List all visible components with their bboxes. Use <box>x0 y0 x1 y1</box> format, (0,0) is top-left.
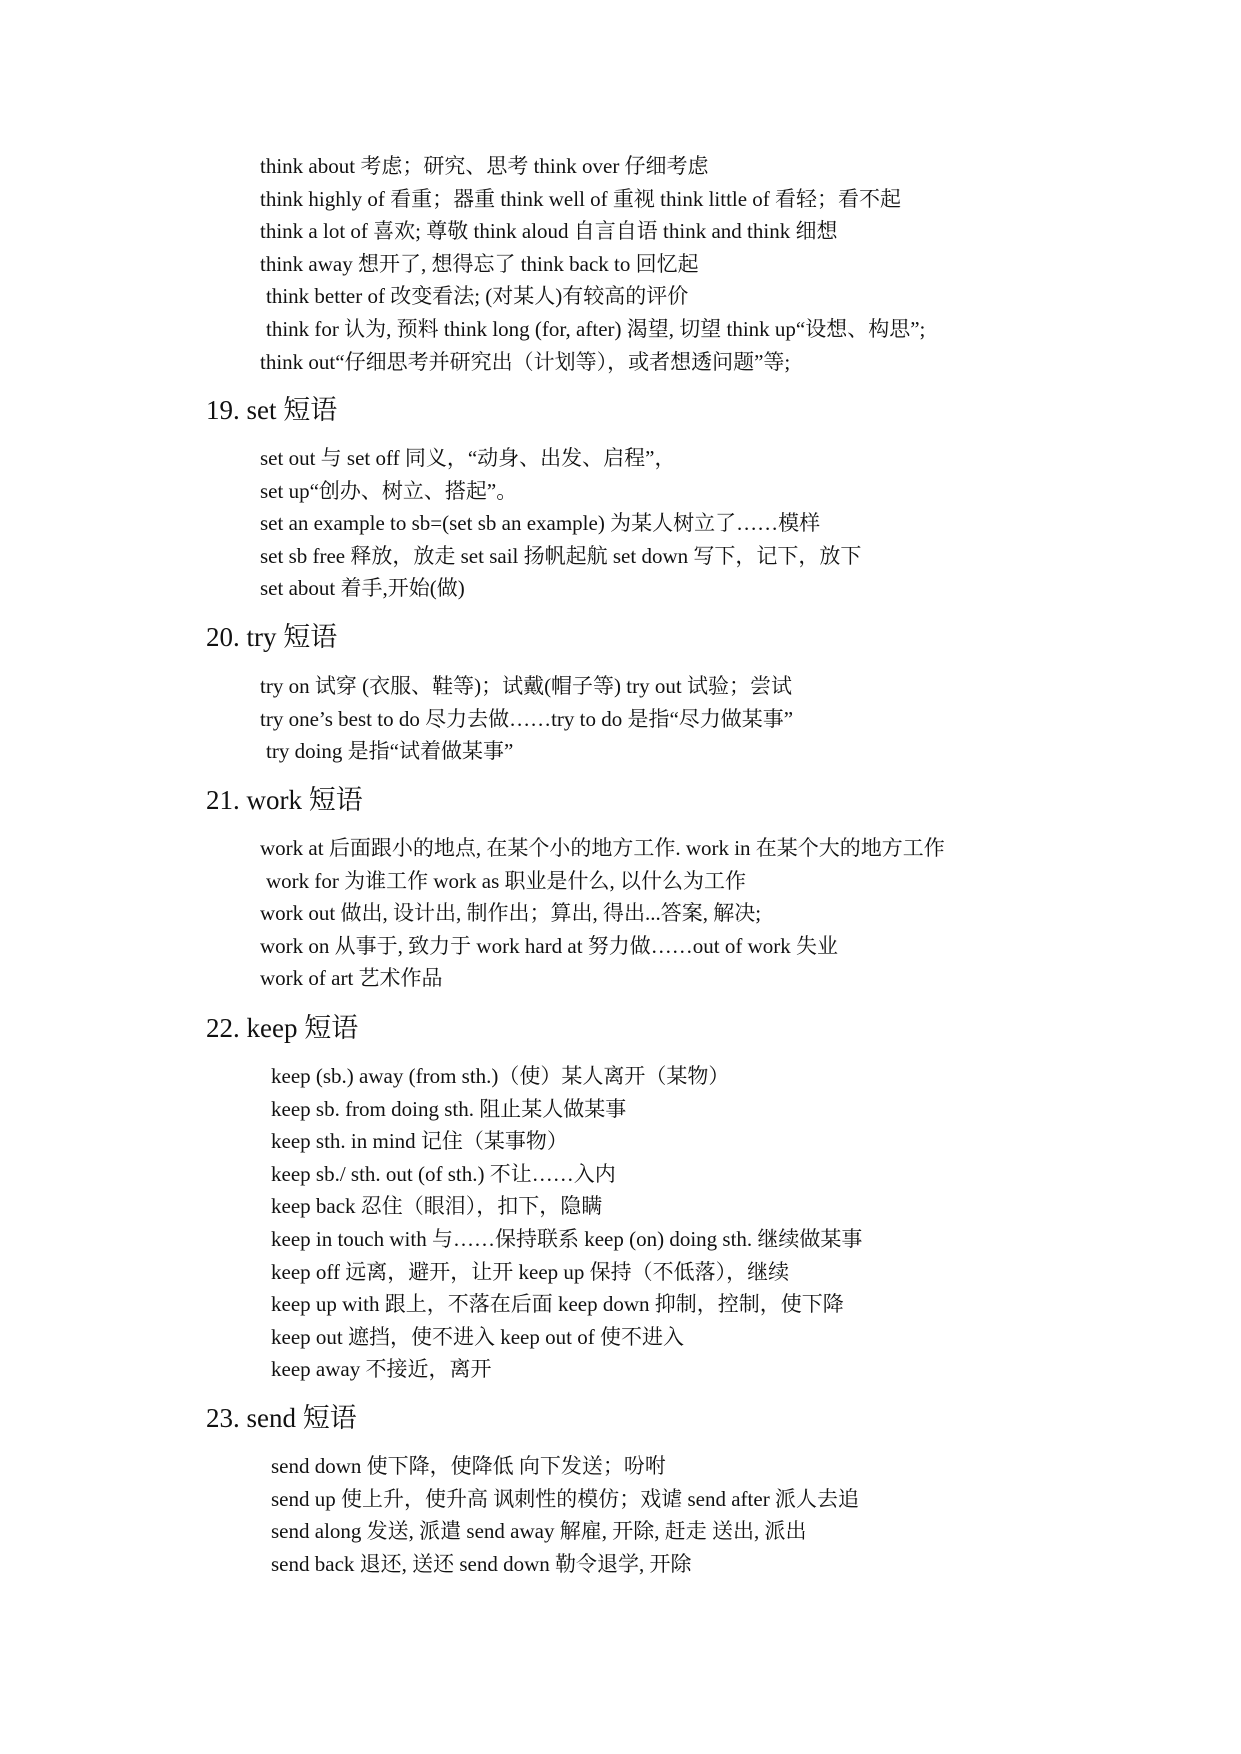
section-heading-keep: 22. keep 短语 <box>206 1013 359 1043</box>
phrase-line: send up 使上升，使升高 讽刺性的模仿；戏谑 send after 派人去追 <box>271 1486 859 1511</box>
phrase-line: work on 从事于, 致力于 work hard at 努力做……out of work 失业 <box>260 933 839 958</box>
phrase-line: keep up with 跟上，不落在后面 keep down 抑制，控制，使下降 <box>271 1292 844 1317</box>
phrase-line: think about 考虑；研究、思考 think over 仔细考虑 <box>260 154 709 178</box>
phrase-line: keep away 不接近，离开 <box>271 1357 492 1382</box>
try-phrase-list <box>260 670 1160 768</box>
phrase-line: keep out 遮挡，使不进入 keep out of 使不进入 <box>271 1324 684 1349</box>
phrase-line: set out 与 set off 同义，“动身、出发、启程”， <box>260 446 676 470</box>
work-phrase-list <box>260 832 1160 995</box>
phrase-line: send along 发送, 派遣 send away 解雇, 开除, 赶走 送出, 派出 <box>271 1519 807 1544</box>
section-heading-work: 21. work 短语 <box>206 785 363 815</box>
phrase-line: keep (sb.) away (from sth.)（使）某人离开（某物） <box>271 1064 730 1088</box>
phrase-line: send back 退还, 送还 send down 勒令退学, 开除 <box>271 1551 692 1576</box>
phrase-line: set about 着手,开始(做) <box>260 576 465 601</box>
phrase-line: work for 为谁工作 work as 职业是什么, 以什么为工作 <box>266 868 747 893</box>
phrase-line: try one’s best to do 尽力去做……try to do 是指“尽力做某事” <box>260 706 794 731</box>
phrase-line: set up“创办、树立、搭起”。 <box>260 478 518 503</box>
phrase-line: keep sb./ sth. out (of sth.) 不让……入内 <box>271 1161 616 1186</box>
phrase-line: think out“仔细思考并研究出（计划等），或者想透问题”等; <box>260 349 791 374</box>
section-heading-set: 19. set 短语 <box>206 395 338 425</box>
section-heading-try: 20. try 短语 <box>206 622 338 652</box>
phrase-line: work of art 艺术作品 <box>260 966 443 991</box>
set-phrase-list <box>260 442 1160 605</box>
phrase-line: think better of 改变看法; (对某人)有较高的评价 <box>266 284 689 309</box>
phrase-line: think away 想开了, 想得忘了 think back to 回忆起 <box>260 251 699 276</box>
think-phrase-list <box>260 150 1160 378</box>
phrase-line: set an example to sb=(set sb an example) 为某人树立了……模样 <box>260 511 821 536</box>
phrase-line: keep sb. from doing sth. 阻止某人做某事 <box>271 1096 627 1121</box>
phrase-line: work out 做出, 设计出, 制作出；算出, 得出...答案, 解决; <box>260 901 762 926</box>
phrase-line: try doing 是指“试着做某事” <box>266 739 514 764</box>
phrase-line: work at 后面跟小的地点, 在某个小的地方工作. work in 在某个大的地方工作 <box>260 836 945 860</box>
section-heading-send: 23. send 短语 <box>206 1403 357 1433</box>
phrase-line: keep in touch with 与……保持联系 keep (on) doing sth. 继续做某事 <box>271 1226 863 1251</box>
keep-phrase-list <box>260 1060 1160 1386</box>
phrase-line: send down 使下降，使降低 向下发送；吩咐 <box>271 1454 666 1478</box>
phrase-line: try on 试穿 (衣服、鞋等)；试戴(帽子等) try out 试验；尝试 <box>260 674 792 698</box>
phrase-line: set sb free 释放，放走 set sail 扬帆起航 set down 写下，记下，放下 <box>260 543 862 568</box>
phrase-line: think highly of 看重；器重 think well of 重视 think little of 看轻；看不起 <box>260 186 902 211</box>
phrase-line: keep off 远离，避开，让开 keep up 保持（不低落），继续 <box>271 1259 790 1284</box>
phrase-line: think for 认为, 预料 think long (for, after) 渴望, 切望 think up“设想、构思”; <box>266 316 926 341</box>
send-phrase-list <box>260 1450 1160 1580</box>
phrase-line: keep back 忍住（眼泪），扣下，隐瞒 <box>271 1194 603 1219</box>
phrase-line: think a lot of 喜欢; 尊敬 think aloud 自言自语 think and think 细想 <box>260 219 838 244</box>
phrase-line: keep sth. in mind 记住（某事物） <box>271 1129 568 1154</box>
